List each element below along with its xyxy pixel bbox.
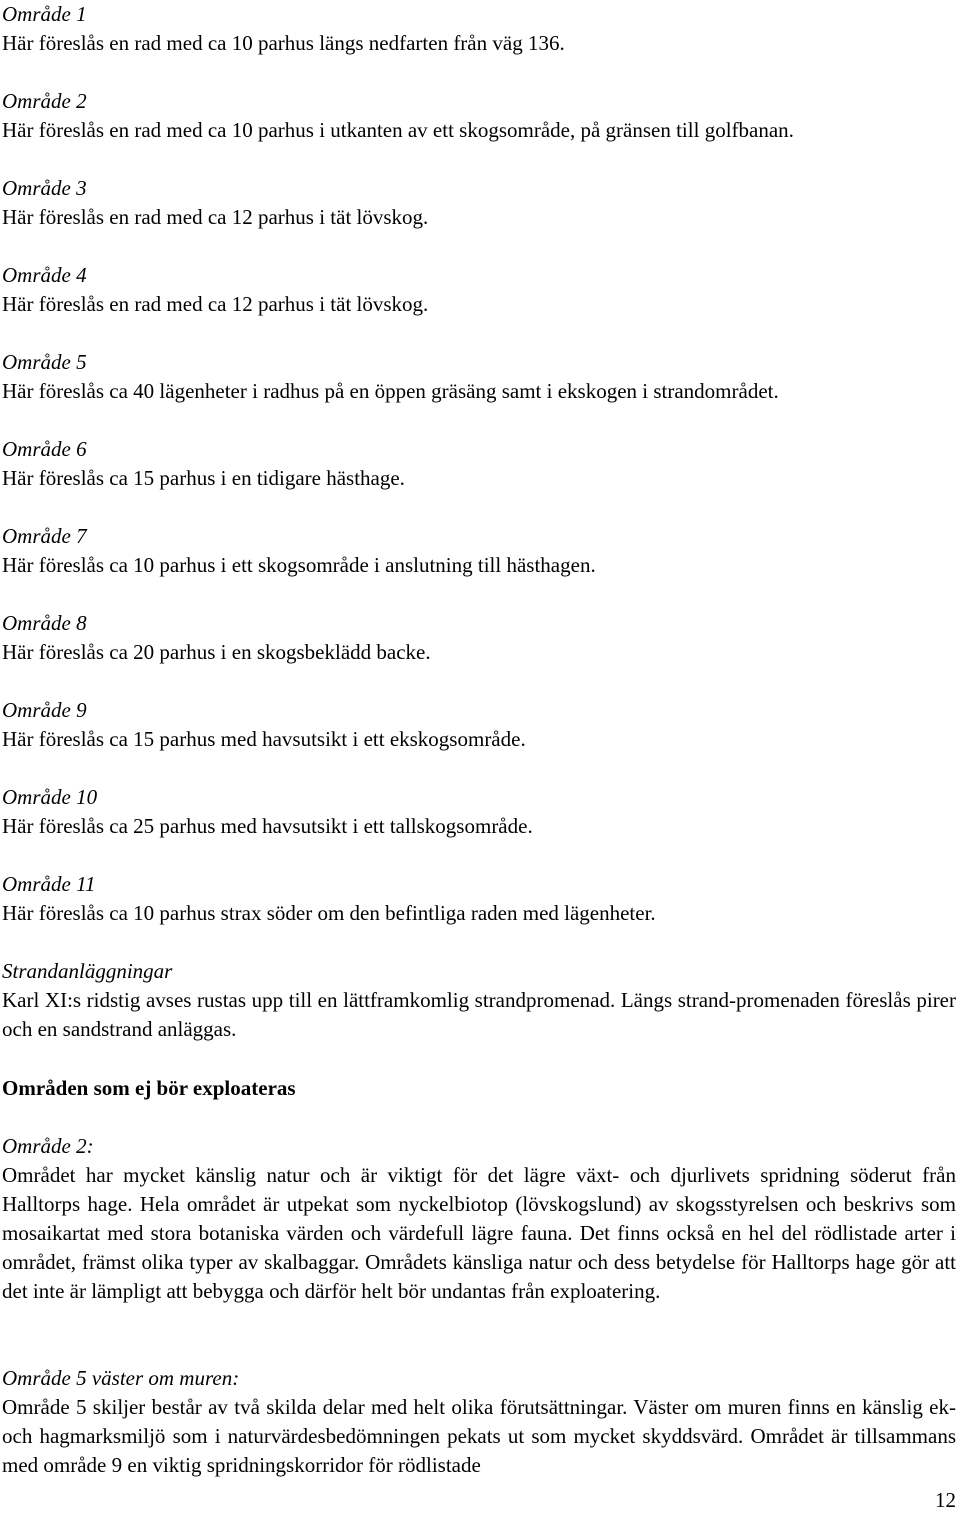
area-2-block [2, 87, 956, 145]
area-heading: Område 10 [2, 785, 98, 809]
area-description: Här föreslås en rad med ca 10 parhus längs nedfarten från väg 136. [2, 31, 565, 55]
area-description: Här föreslås ca 40 lägenheter i radhus på en öppen gräsäng samt i ekskogen i strandområdet. [2, 379, 779, 403]
area-3-block [2, 174, 956, 232]
area-heading: Område 3 [2, 176, 87, 200]
area-4-block [2, 261, 956, 319]
area-description: Här föreslås en rad med ca 12 parhus i tät lövskog. [2, 205, 429, 229]
area-9-block [2, 696, 956, 754]
protected-heading: Område 2: [2, 1134, 94, 1158]
page-number: 12 [935, 1488, 956, 1512]
protected-description: Område 5 skiljer består av två skilda delar med helt olika förutsättningar. Väster om muren finns en känslig ek- och hagmarksmiljö som i naturvärdesbedömningen pekats ut som mycket skyddsvärd. Området är tillsammans med område 9 en viktig spridningskorridor för rödlistade [2, 1395, 956, 1477]
area-heading: Område 5 [2, 350, 87, 374]
strand-block [2, 957, 956, 1044]
area-description: Här föreslås en rad med ca 12 parhus i tät lövskog. [2, 292, 429, 316]
protected-area-2-block [2, 1132, 956, 1306]
area-heading: Område 9 [2, 698, 87, 722]
area-description: Här föreslås ca 20 parhus i en skogsbeklädd backe. [2, 640, 431, 664]
area-heading: Område 8 [2, 611, 87, 635]
area-description: Här föreslås ca 10 parhus strax söder om den befintliga raden med lägenheter. [2, 901, 656, 925]
protected-heading: Område 5 väster om muren: [2, 1366, 240, 1390]
area-1-block [2, 0, 956, 58]
area-6-block [2, 435, 956, 493]
area-10-block [2, 783, 956, 841]
area-heading: Område 7 [2, 524, 87, 548]
area-description: Här föreslås en rad med ca 10 parhus i utkanten av ett skogsområde, på gränsen till golfbanan. [2, 118, 794, 142]
area-description: Här föreslås ca 10 parhus i ett skogsområde i anslutning till hästhagen. [2, 553, 596, 577]
area-description: Här föreslås ca 25 parhus med havsutsikt i ett tallskogsområde. [2, 814, 533, 838]
area-heading: Område 4 [2, 263, 87, 287]
protected-area-5-block [2, 1364, 956, 1480]
protected-description: Området har mycket känslig natur och är viktigt för det lägre växt- och djurlivets spridning söderut från Halltorps hage. Hela området är utpekat som nyckelbiotop (lövskogslund) av skogsstyrelsen och beskrivs som mosaikartat med stora botaniska värden och värdefull lägre fauna. Det finns också en hel del rödlistade arter i området, främst olika typer av skalbaggar. Områdets känsliga natur och dess betydelse för Halltorps hage gör att det inte är lämpligt att bebygga och därför helt bör undantas från exploatering. [2, 1163, 956, 1303]
strand-heading: Strandanläggningar [2, 959, 173, 983]
area-11-block [2, 870, 956, 928]
area-7-block [2, 522, 956, 580]
area-heading: Område 1 [2, 2, 87, 26]
strand-description: Karl XI:s ridstig avses rustas upp till en lättframkomlig strandpromenad. Längs strand-promenaden föreslås pirer och en sandstrand anläggas. [2, 988, 956, 1041]
area-8-block [2, 609, 956, 667]
area-heading: Område 6 [2, 437, 87, 461]
area-5-block [2, 348, 956, 406]
area-description: Här föreslås ca 15 parhus med havsutsikt i ett ekskogsområde. [2, 727, 526, 751]
area-heading: Område 2 [2, 89, 87, 113]
area-heading: Område 11 [2, 872, 96, 896]
area-description: Här föreslås ca 15 parhus i en tidigare hästhage. [2, 466, 405, 490]
section-title: Områden som ej bör exploateras [2, 1076, 296, 1100]
